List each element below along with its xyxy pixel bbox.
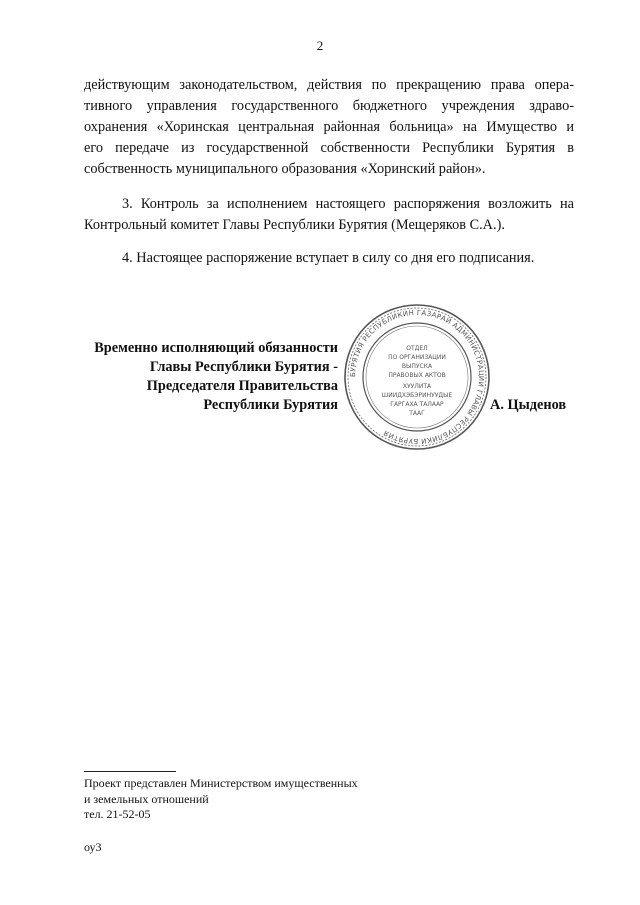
paragraph-3: 3. Контроль за исполнением настоящего распоряжения возложить на Контрольный комитет Главы Республики Бурятия (Мещеряков С.А.). <box>84 196 574 234</box>
seal-inner-line: ВЫПУСКА <box>401 363 433 370</box>
footnote-line: и земельных отношений <box>84 791 209 806</box>
seal-inner-line: ПО ОРГАНИЗАЦИИ <box>388 354 446 361</box>
seal-outer-text: БУРЯТИЯ РЕСПУБЛИКИН ГАЗАРАЙ АДМИНИСТРАЦИИ ГЛАВЫ РЕСПУБЛИКИ БУРЯТИЯ <box>348 308 486 446</box>
document-code: оу3 <box>84 840 102 854</box>
paragraph-4: 4. Настоящее распоряжение вступает в силу со дня его подписания. <box>122 250 535 267</box>
seal-inner-line: ШИИДХЭБЭРИНУУДЫЕ <box>381 392 453 399</box>
footnote <box>84 776 358 823</box>
paragraph-1 <box>84 75 574 180</box>
signatory-title-line: Главы Республики Бурятия - <box>149 359 338 375</box>
signatory-title-line: Республики Бурятия <box>203 397 338 413</box>
official-seal <box>342 302 492 452</box>
seal-inner-line: ХУУЛИТА <box>402 383 432 390</box>
footnote-divider <box>84 771 176 772</box>
paragraph-1-line: тивного управления государственного бюджетного учреждения здраво- <box>84 98 574 114</box>
signatory-title-line: Председателя Правительства <box>146 378 338 394</box>
seal-inner-line: ГАРГАХА ТАЛААР <box>390 401 444 408</box>
signatory-name: А. Цыденов <box>490 397 567 413</box>
footnote-line: тел. 21-52-05 <box>84 807 151 821</box>
page-number: 2 <box>316 38 324 53</box>
signatory-title <box>60 339 338 415</box>
paragraph-1-line: собственность муниципального образования «Хоринский район». <box>84 161 486 177</box>
paragraph-1-line: охранения «Хоринская центральная районная больница» на Имущество и <box>84 119 574 135</box>
signatory-title-line: Временно исполняющий обязанности <box>94 340 338 356</box>
paragraph-1-line: действующим законодательством, действия по прекращению права опера- <box>84 77 574 93</box>
seal-inner-line: ОТДЕЛ <box>406 345 428 352</box>
footnote-line: Проект представлен Министерством имущественных <box>84 776 358 790</box>
seal-inner-line: ТААГ <box>409 410 425 417</box>
paragraph-1-line: его передаче из государственной собственности Республики Бурятия в <box>84 140 574 156</box>
seal-inner-line: ПРАВОВЫХ АКТОВ <box>388 372 446 379</box>
